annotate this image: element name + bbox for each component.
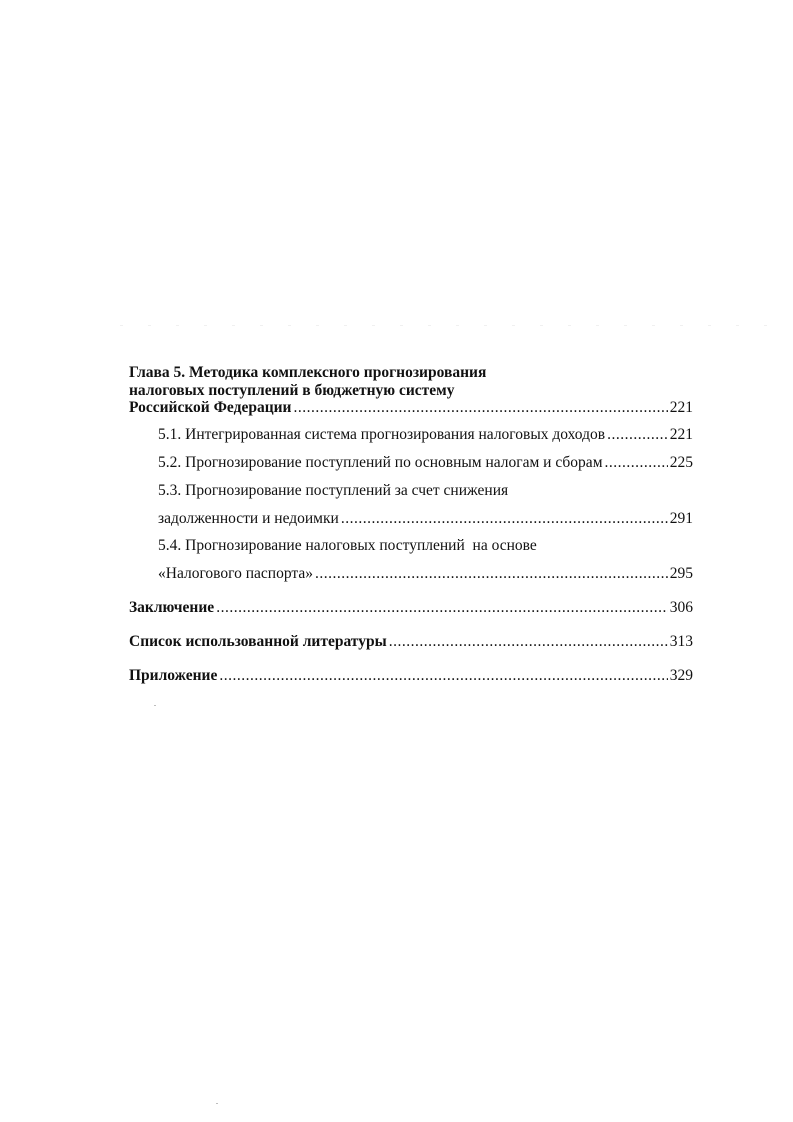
appendix-label: Приложение	[129, 667, 218, 684]
dot-leader	[294, 399, 668, 417]
toc-section-5-4[interactable]	[158, 565, 693, 583]
dot-leader	[315, 565, 668, 583]
references-page: 313	[669, 633, 693, 650]
section-5-3-page: 291	[669, 510, 693, 527]
chapter-5-page: 221	[669, 399, 693, 416]
toc-conclusion[interactable]	[129, 599, 693, 617]
section-5-4-page: 295	[669, 565, 693, 582]
chapter-5-title-line-2: налоговых поступлений в бюджетную систему	[129, 382, 455, 399]
section-5-3-label-line-2: задолженности и недоимки	[158, 510, 339, 527]
dot-leader	[605, 454, 668, 472]
references-label: Список использованной литературы	[129, 633, 387, 650]
toc-appendix[interactable]	[129, 667, 693, 685]
scan-speck	[154, 705, 156, 706]
toc-section-5-2[interactable]	[158, 454, 693, 472]
dot-leader	[341, 510, 668, 528]
conclusion-label: Заключение	[129, 599, 215, 616]
section-5-3-label-line-1: 5.3. Прогнозирование поступлений за счет снижения	[158, 482, 509, 499]
scan-speck	[216, 1103, 218, 1104]
dot-leader	[607, 426, 668, 444]
toc-section-5-1[interactable]	[158, 426, 693, 444]
conclusion-page: 306	[669, 599, 693, 616]
section-5-2-page: 225	[669, 454, 693, 471]
chapter-5-title-line-3: Российской Федерации	[129, 399, 292, 416]
section-5-4-label-line-1: 5.4. Прогнозирование налоговых поступлений на основе	[158, 537, 537, 554]
section-5-4-label-line-2: «Налогового паспорта»	[158, 565, 313, 582]
dot-leader	[216, 599, 668, 617]
chapter-5-title-line-1: Глава 5. Методика комплексного прогнозирования	[129, 364, 487, 381]
section-5-1-page: 221	[669, 426, 693, 443]
chapter-5-entry[interactable]	[129, 399, 693, 417]
dot-leader	[219, 667, 667, 685]
section-5-1-label: 5.1. Интегрированная система прогнозирования налоговых доходов	[158, 426, 606, 443]
toc-section-5-3[interactable]	[158, 510, 693, 528]
section-5-2-label: 5.2. Прогнозирование поступлений по основным налогам и сборам	[158, 454, 603, 471]
toc-references[interactable]	[129, 633, 693, 651]
appendix-page: 329	[669, 667, 693, 684]
dot-leader	[389, 633, 668, 651]
